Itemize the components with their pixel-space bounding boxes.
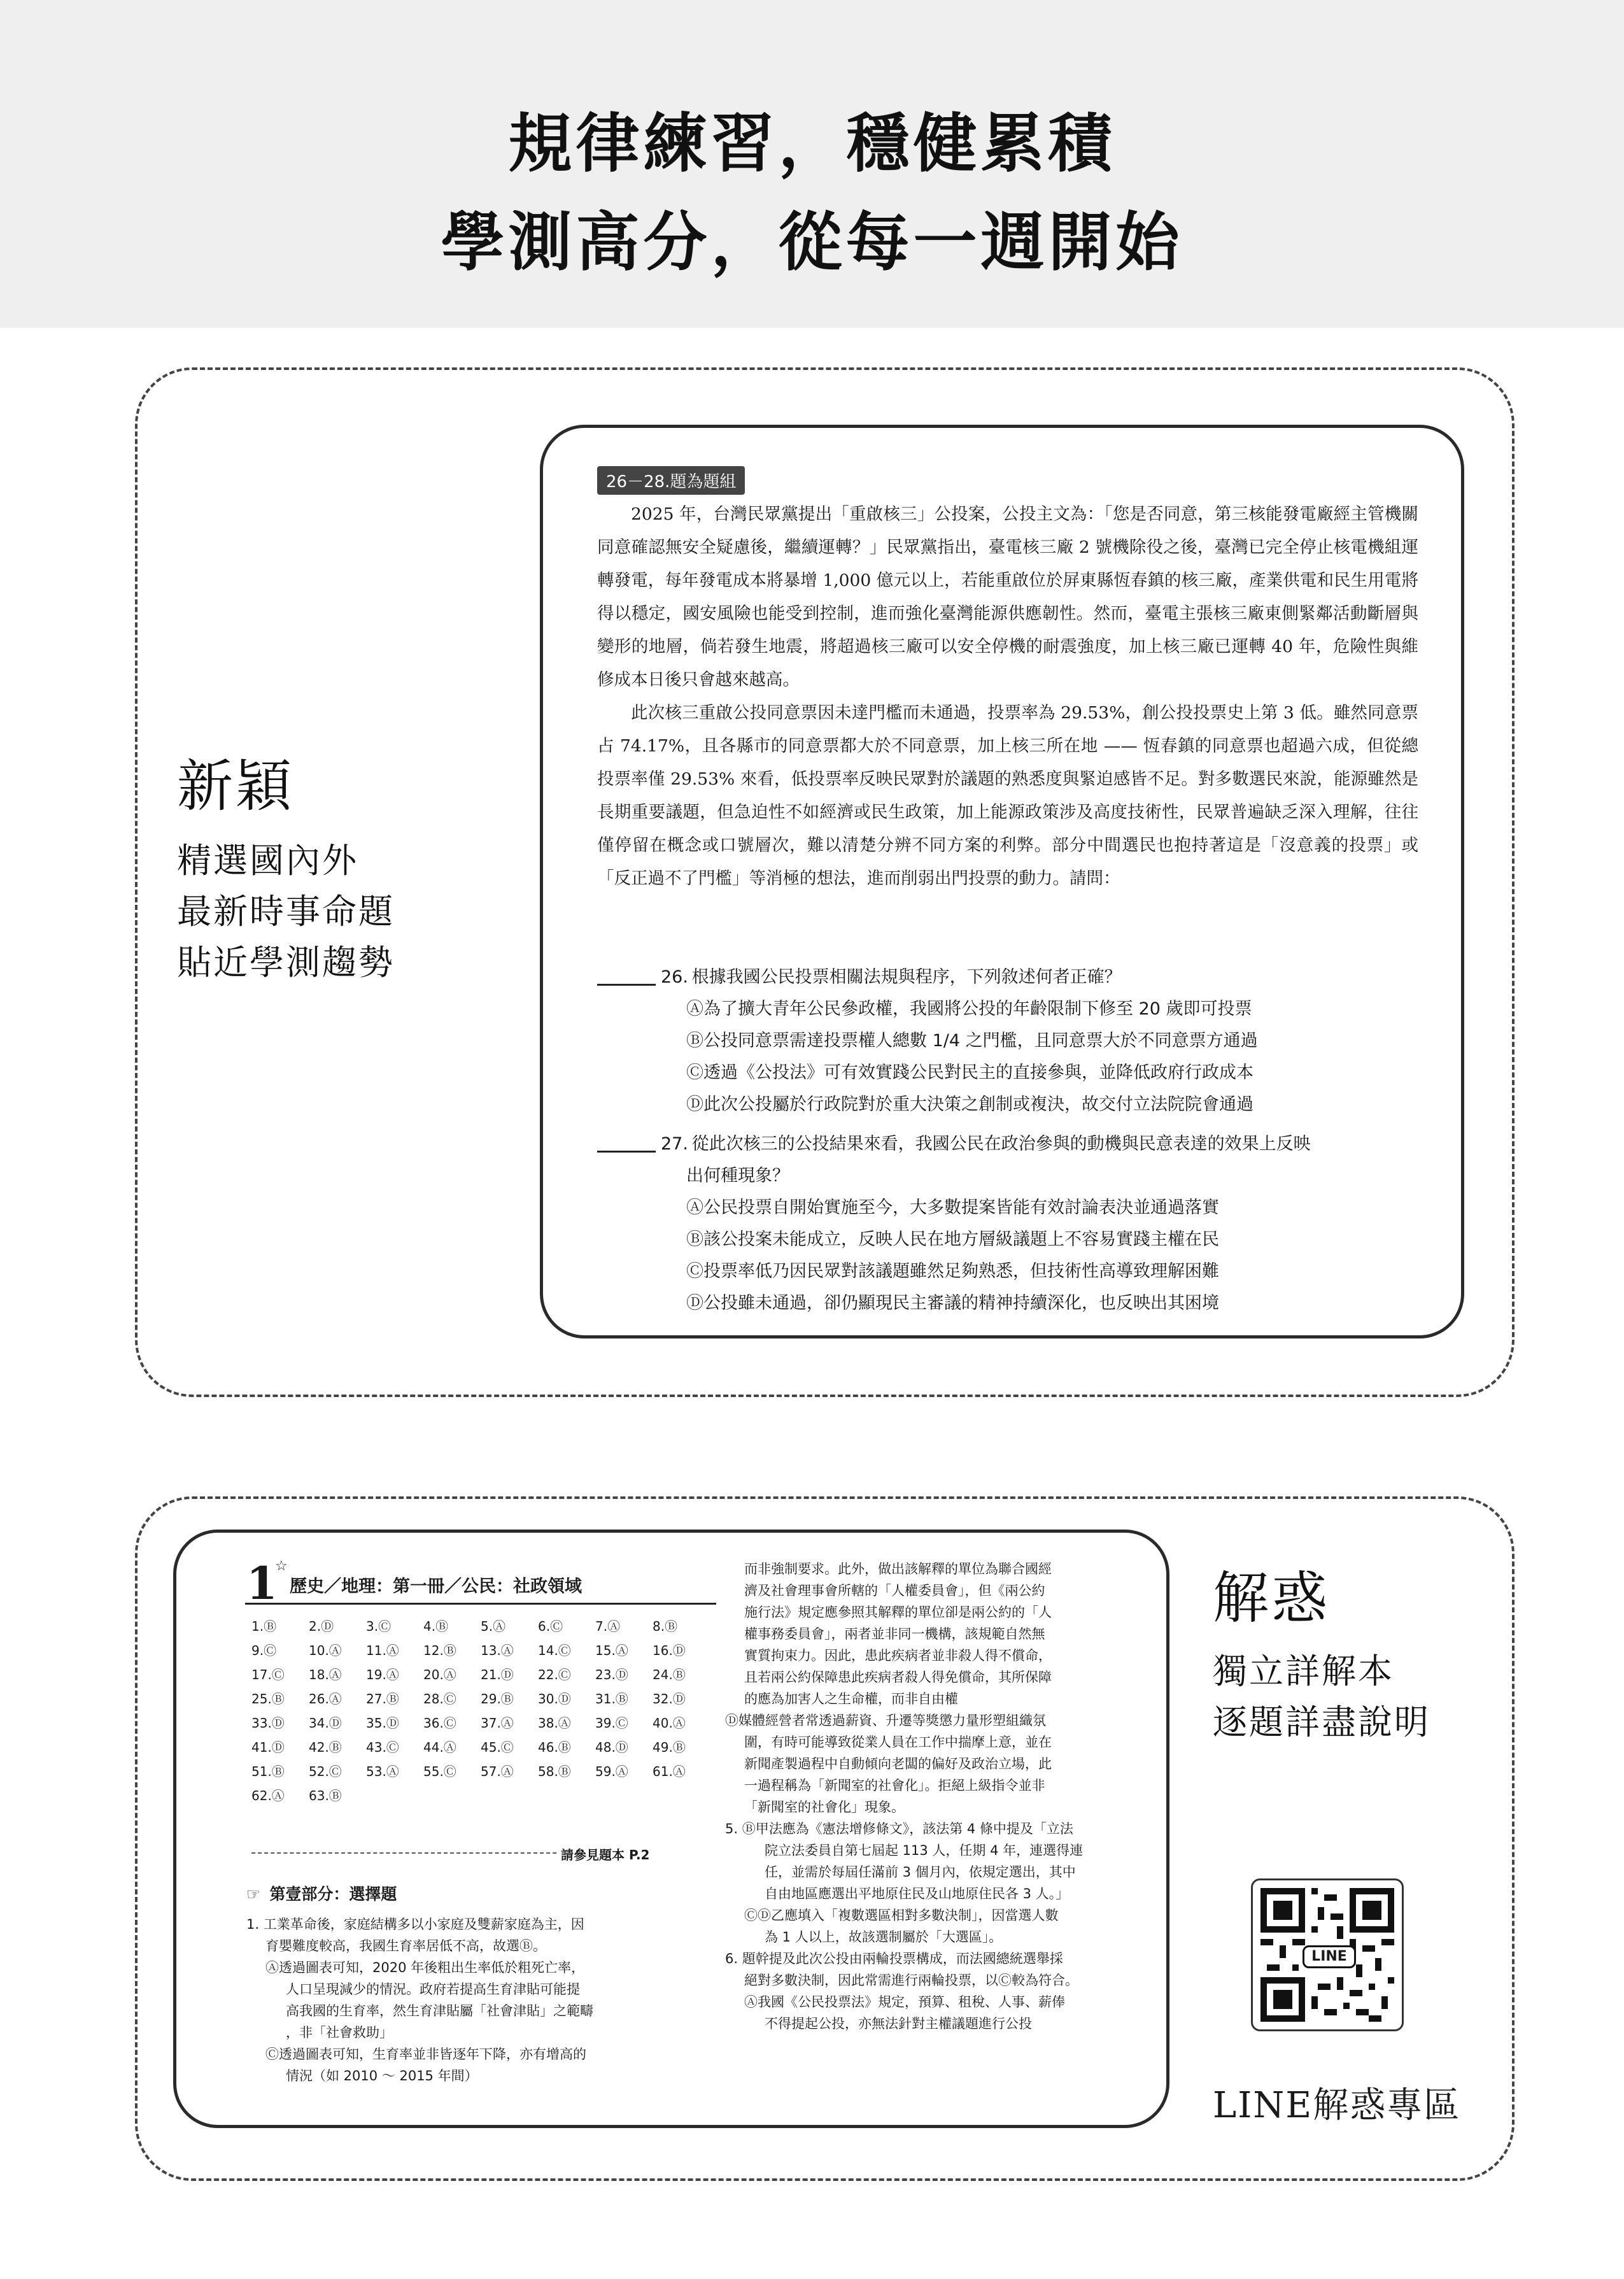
header-line-2: 學測高分，從每一週開始 [441, 205, 1183, 280]
explanation-line: 濟及社會理事會所轄的「人權委員會」，但《兩公約 [744, 1583, 1045, 1598]
answer-key-item: 51.Ⓑ [251, 1764, 285, 1779]
explanation-line: 施行法》規定應參照其解釋的單位卻是兩公約的「人 [744, 1605, 1052, 1620]
feature-title-new: 新穎 [177, 753, 295, 819]
chapter-number: 1 [246, 1557, 278, 1610]
explanation-line: 自由地區應選出平地原住民及山地原住民各 3 人。」 [765, 1886, 1070, 1901]
answer-key-item: 11.Ⓐ [366, 1643, 399, 1658]
answer-key-item: 59.Ⓐ [595, 1764, 628, 1779]
explanation-line: 任，並需於每屆任滿前 3 個月內，依規定選出，其中 [765, 1864, 1076, 1880]
answer-key-item: 55.Ⓒ [423, 1764, 456, 1779]
answer-key-item: 28.Ⓒ [423, 1691, 456, 1707]
question-26 [597, 962, 1425, 1121]
explanation-line: 不得提起公投，亦無法針對主權議題進行公投 [765, 2016, 1032, 2031]
question-number: 26. [661, 967, 688, 987]
explanation-line: ⒸⒹ乙應填入「複數選區相對多數決制」，因當選人數 [744, 1908, 1059, 1923]
answer-key-item: 37.Ⓐ [481, 1715, 514, 1731]
answer-key-item: 15.Ⓐ [595, 1643, 628, 1658]
question-stem: 從此次核三的公投結果來看，我國公民在政治參與的動機與民意表達的效果上反映 [691, 1134, 1311, 1154]
answer-key-item: 23.Ⓓ [595, 1667, 628, 1682]
answer-key-item: 48.Ⓓ [595, 1740, 628, 1755]
answer-key-item: 36.Ⓒ [423, 1715, 456, 1731]
explanation-line: 6. 題幹提及此次公投由兩輪投票構成，而法國總統選舉採 [725, 1951, 1063, 1966]
explanation-line: 高我國的生育率，然生育津貼屬「社會津貼」之範疇 [286, 2003, 593, 2019]
answer-key-item: 26.Ⓐ [309, 1691, 342, 1707]
sample-question-card [540, 425, 1464, 1338]
answer-key-item: 22.Ⓒ [538, 1667, 571, 1682]
passage-paragraph-2: 此次核三重啟公投同意票因未達門檻而未通過，投票率為 29.53%，創公投投票史上第 3 低。雖然同意票占 74.17%，且各縣市的同意票都大於不同意票，加上核三所在地 —— 恆春鎮的同意票也超過六成，但從總投票率僅 29.53% 來看，低投票率反映民眾對於議題的熟悉度與緊迫感皆不足。對多數選民來說，能源雖然是長期重要議題，但急迫性不如經濟或民生政策，加上能源政策涉及高度技術性，民眾普遍缺乏深入理解，往往僅停留在概念或口號層次，難以清楚分辨不同方案的利弊。部分中間選民也抱持著這是「沒意義的投票」或「反正過不了門檻」等消極的想法，進而削弱出門投票的動力。請問： [597, 703, 1418, 888]
answer-key-item: 44.Ⓐ [423, 1740, 456, 1755]
explanation-right-column [725, 1558, 1164, 2034]
feature-desc-answers [1213, 1646, 1430, 1748]
feature-desc-line: 獨立詳解本 [1213, 1651, 1394, 1691]
passage-paragraph-1: 2025 年，台灣民眾黨提出「重啟核三」公投案，公投主文為：「您是否同意，第三核能發電廠經主管機關同意確認無安全疑慮後，繼續運轉？」民眾黨指出，臺電核三廠 2 號機除役之後，臺灣已完全停止核電機組運轉發電，每年發電成本將暴增 1,000 億元以上，若能重啟位於屏東縣恆春鎮的核三廠，產業供電和民生用電將得以穩定，國安風險也能受到控制，進而強化臺灣能源供應韌性。然而，臺電主張核三廠東側緊鄰活動斷層與變形的地層，倘若發生地震，將超過核三廠可以安全停機的耐震強度，加上核三廠已運轉 40 年，危險性與維修成本日後只會越來越高。 [597, 504, 1418, 690]
answer-key-item: 33.Ⓓ [251, 1715, 285, 1731]
answer-key-item: 6.Ⓒ [538, 1619, 563, 1634]
answer-key-item: 62.Ⓐ [251, 1788, 285, 1803]
answer-key-item: 39.Ⓒ [595, 1715, 628, 1731]
feature-desc-line: 最新時事命題 [177, 891, 395, 932]
answer-key-item: 43.Ⓒ [366, 1740, 399, 1755]
question-number: 27. [661, 1134, 688, 1154]
question-stem: 根據我國公民投票相關法規與程序，下列敘述何者正確？ [691, 967, 1122, 987]
explanation-line: 情況（如 2010 ～ 2015 年間） [286, 2068, 478, 2084]
option-c: Ⓒ投票率低乃因民眾對該議題雖然足夠熟悉，但技術性高導致理解困難 [686, 1261, 1219, 1281]
explanation-line: 院立法委員自第七屆起 113 人，任期 4 年，連選得連 [765, 1843, 1084, 1858]
answer-key-item: 57.Ⓐ [481, 1764, 514, 1779]
answer-key-item: 61.Ⓐ [653, 1764, 686, 1779]
explanation-line: 育嬰難度較高，我國生育率居低不高，故選Ⓑ。 [265, 1938, 546, 1954]
explanation-line: 而非強制要求。此外，做出該解釋的單位為聯合國經 [744, 1561, 1052, 1577]
explanation-line: Ⓒ透過圖表可知，生育率並非皆逐年下降，亦有增高的 [265, 2047, 586, 2062]
option-b: Ⓑ公投同意票需達投票權人總數 1/4 之門檻，且同意票大於不同意票方通過 [686, 1031, 1258, 1051]
explanation-left-column [246, 1913, 730, 2087]
answer-key-item: 30.Ⓓ [538, 1691, 571, 1707]
answer-key-item: 45.Ⓒ [481, 1740, 514, 1755]
answer-key-item: 34.Ⓓ [309, 1715, 342, 1731]
header-line-1: 規律練習，穩健累積 [508, 106, 1116, 181]
answer-key-item: 7.Ⓐ [595, 1619, 621, 1634]
section-divider [245, 1603, 716, 1605]
explanation-line: 「新聞室的社會化」現象。 [744, 1800, 905, 1815]
explanation-line: ，非「社會救助」 [286, 2025, 393, 2040]
answer-key-item: 17.Ⓒ [251, 1667, 285, 1682]
passage [597, 498, 1418, 895]
answer-key-item: 58.Ⓑ [538, 1764, 571, 1779]
explanation-line: Ⓐ我國《公民投票法》規定，預算、租稅、人事、薪俸 [744, 1994, 1065, 2010]
line-badge: LINE [1303, 1945, 1356, 1968]
answer-key-item: 25.Ⓑ [251, 1691, 285, 1707]
feature-desc-line: 逐題詳盡說明 [1213, 1702, 1430, 1742]
explanation-line: 且若兩公約保障患此疾病者殺人得免償命，其所保障 [744, 1670, 1052, 1685]
explanation-line: 一過程稱為「新聞室的社會化」。拒絕上級指令並非 [744, 1778, 1045, 1793]
answer-key-item: 38.Ⓐ [538, 1715, 571, 1731]
answer-key-grid [251, 1614, 710, 1808]
answer-key-item: 53.Ⓐ [366, 1764, 399, 1779]
explanation-line: Ⓓ媒體經營者常透過薪資、升遷等獎懲力量形塑組織氛 [725, 1713, 1046, 1728]
explanation-line: 絕對多數決制，因此常需進行兩輪投票，以Ⓒ較為符合。 [744, 1973, 1078, 1988]
answer-key-item: 12.Ⓑ [423, 1643, 456, 1658]
answer-key-item: 52.Ⓒ [309, 1764, 342, 1779]
explanation-line: 權事務委員會」，兩者並非同一機構，該規範自然無 [744, 1626, 1045, 1642]
question-27 [597, 1128, 1425, 1319]
answer-key-item: 13.Ⓐ [481, 1643, 514, 1658]
answer-key-item: 19.Ⓐ [366, 1667, 399, 1682]
line-help-label: LINE解惑專區 [1213, 2085, 1461, 2126]
answer-key-item: 4.Ⓑ [423, 1619, 449, 1634]
feature-desc-new [177, 835, 395, 988]
answer-key-item: 63.Ⓑ [309, 1788, 342, 1803]
explanation-line: 實質拘束力。因此，患此疾病者並非殺人得不償命， [744, 1648, 1052, 1663]
header-banner [0, 0, 1624, 328]
answer-key-item: 40.Ⓐ [653, 1715, 686, 1731]
option-c: Ⓒ透過《公投法》可有效實踐公民對民主的直接參與，並降低政府行政成本 [686, 1063, 1253, 1083]
explanation-line: Ⓐ透過圖表可知，2020 年後粗出生率低於粗死亡率， [265, 1960, 585, 1975]
option-d: Ⓓ此次公投屬於行政院對於重大決策之創制或複決，故交付立法院院會通過 [686, 1095, 1253, 1114]
answer-key-item: 21.Ⓓ [481, 1667, 514, 1682]
option-a: Ⓐ為了擴大青年公民參政權，我國將公投的年齡限制下修至 20 歲即可投票 [686, 999, 1252, 1019]
answer-key-item: 46.Ⓑ [538, 1740, 571, 1755]
option-a: Ⓐ公民投票自開始實施至今，大多數提案皆能有效討論表決並通過落實 [686, 1198, 1219, 1218]
part-heading [246, 1882, 397, 1905]
part-heading-label: 第壹部分：選擇題 [269, 1885, 397, 1903]
explanation-line: 圍，有時可能導致從業人員在工作中揣摩上意，並在 [744, 1735, 1052, 1750]
option-d: Ⓓ公投雖未通過，卻仍顯現民主審議的精神持續深化，也反映出其困境 [686, 1293, 1219, 1313]
answer-key-item: 27.Ⓑ [366, 1691, 399, 1707]
pointing-hand-icon: ☞ [246, 1885, 261, 1903]
answer-key-item: 49.Ⓑ [653, 1740, 686, 1755]
answer-key-item: 14.Ⓒ [538, 1643, 571, 1658]
line-qr-code[interactable] [1251, 1878, 1404, 2031]
answer-key-item: 16.Ⓓ [653, 1643, 686, 1658]
explanation-line: 1. 工業革命後，家庭結構多以小家庭及雙薪家庭為主，因 [246, 1917, 584, 1932]
answer-key-item: 20.Ⓐ [423, 1667, 456, 1682]
answer-key-item: 42.Ⓑ [309, 1740, 342, 1755]
feature-desc-line: 貼近學測趨勢 [177, 942, 395, 983]
explanation-line: 的應為加害人之生命權，而非自由權 [744, 1691, 958, 1707]
answer-key-item: 2.Ⓓ [309, 1619, 334, 1634]
answer-key-item: 5.Ⓐ [481, 1619, 506, 1634]
answer-key-item: 10.Ⓐ [309, 1643, 342, 1658]
question-stem-cont: 出何種現象？ [686, 1166, 789, 1186]
feature-title-answers: 解惑 [1213, 1565, 1331, 1631]
answer-key-item: 29.Ⓑ [481, 1691, 514, 1707]
answer-key-item: 31.Ⓑ [595, 1691, 628, 1707]
answer-key-item: 35.Ⓓ [366, 1715, 399, 1731]
explanation-line: 新聞產製過程中自動傾向老闆的偏好及政治立場，此 [744, 1756, 1052, 1771]
answer-key-item: 3.Ⓒ [366, 1619, 392, 1634]
section-heading: 歷史／地理：第一冊／公民：社政領域 [290, 1577, 582, 1596]
answer-blank[interactable] [597, 1137, 656, 1153]
question-group-tag: 26－28.題為題組 [597, 466, 745, 495]
answer-key-item: 24.Ⓑ [653, 1667, 686, 1682]
explanation-line: 人口呈現減少的情況。政府若提高生育津貼可能提 [286, 1982, 580, 1997]
feature-desc-line: 精選國內外 [177, 841, 358, 881]
answer-key-item: 18.Ⓐ [309, 1667, 342, 1682]
answer-key-item: 41.Ⓓ [251, 1740, 285, 1755]
answer-blank[interactable] [597, 970, 656, 986]
reference-note: 請參見題本 P.2 [557, 1845, 649, 1863]
answer-book-card [173, 1530, 1169, 2128]
explanation-line: 為 1 人以上，故該選制屬於「大選區」。 [765, 1929, 1003, 1945]
explanation-line: 5. Ⓑ甲法應為《憲法增修條文》，該法第 4 條中提及「立法 [725, 1821, 1073, 1836]
answer-key-item: 32.Ⓓ [653, 1691, 686, 1707]
answer-key-item: 8.Ⓑ [653, 1619, 678, 1634]
answer-key-item: 1.Ⓑ [251, 1619, 277, 1634]
answer-key-item: 9.Ⓒ [251, 1643, 277, 1658]
star-icon: ☆ [275, 1558, 288, 1574]
option-b: Ⓑ該公投案未能成立，反映人民在地方層級議題上不容易實踐主權在民 [686, 1230, 1219, 1249]
